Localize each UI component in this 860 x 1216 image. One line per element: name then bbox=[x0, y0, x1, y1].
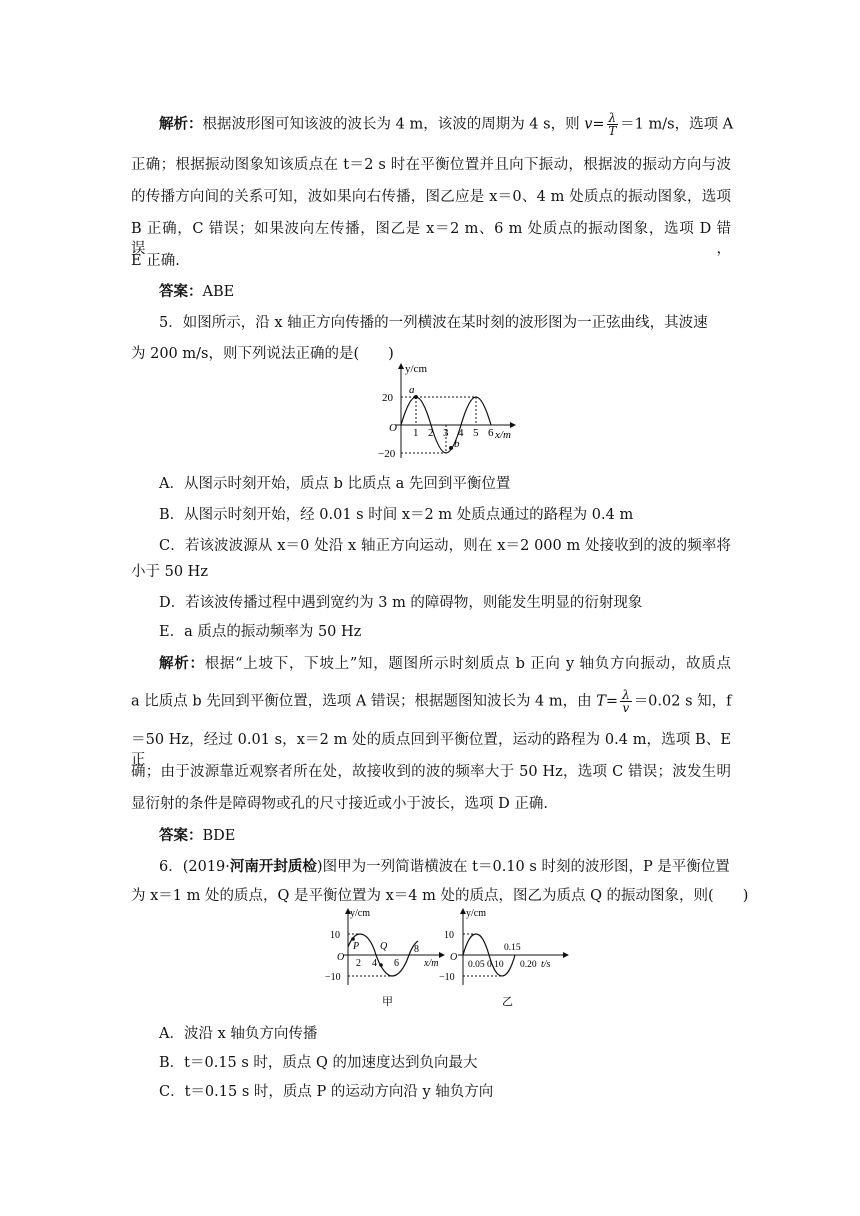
q4-analysis-line-3: 的传播方向间的关系可知，波如果向右传播，图乙应是 x＝0、4 m 处质点的振动图象，选项 bbox=[131, 189, 731, 205]
fraction-lambda-over-v: $\frac{\lambda}{v}$ bbox=[622, 688, 630, 715]
q6-source: 河南开封质检 bbox=[229, 858, 317, 875]
q4-analysis-line-1: 解析：根据波形图可知该波的波长为 4 m，该波的周期为 4 s，则 v= $\frac{\lambda}{T}$ ＝1 m/s，选项 A bbox=[159, 111, 734, 138]
t-tick-020: 0.20 bbox=[520, 960, 537, 970]
x-tick-4: 4 bbox=[372, 958, 377, 969]
y-tick-bottom: −10 bbox=[325, 972, 341, 983]
q4-analysis-line-4: B 正确，C 错误；如果波向左传播，图乙是 x＝2 m、6 m 处质点的振动图象，选项 D 错误， bbox=[131, 221, 731, 257]
x-tick-6: 6 bbox=[394, 958, 399, 969]
q5-answer: 答案：BDE bbox=[159, 827, 236, 844]
caption-yi: 乙 bbox=[502, 996, 513, 1008]
x-axis-label: x/m bbox=[424, 958, 439, 969]
x-tick-4: 4 bbox=[458, 427, 464, 439]
q5-option-b: B．从图示时刻开始，经 0.01 s 时间 x＝2 m 处质点通过的路程为 0.4 m bbox=[159, 507, 634, 523]
q6-option-a: A．波沿 x 轴负方向传播 bbox=[159, 1026, 318, 1042]
q5-wave-figure bbox=[365, 358, 525, 462]
t-tick-005: 0.05 bbox=[468, 960, 485, 970]
q6-option-c: C．t＝0.15 s 时，质点 P 的运动方向沿 y 轴负方向 bbox=[159, 1084, 494, 1100]
q6-stem-line-1: 6．(2019·河南开封质检)图甲为一列简谐横波在 t＝0.10 s 时刻的波形图，P 是平衡位置 bbox=[159, 858, 730, 875]
x-tick-3: 3 bbox=[443, 427, 449, 439]
point-Q-label: Q bbox=[380, 941, 388, 952]
x-tick-2: 2 bbox=[356, 958, 361, 969]
q4-analysis-line-5: E 正确. bbox=[131, 253, 180, 269]
q5-stem-line-2: 为 200 m/s，则下列说法正确的是( ) bbox=[131, 346, 394, 362]
point-b-dot bbox=[449, 446, 453, 450]
point-b-label: b bbox=[454, 438, 460, 450]
point-P-label: P bbox=[353, 941, 360, 952]
y-tick-bottom: −20 bbox=[378, 448, 396, 460]
x-tick-1: 1 bbox=[413, 427, 419, 439]
y-axis-label: y/cm bbox=[350, 908, 370, 919]
analysis-label: 解析： bbox=[159, 115, 203, 133]
q5-analysis-line-1: 解析：根据“上坡下，下坡上”知，题图所示时刻质点 b 正向 y 轴负方向振动，故质点 bbox=[159, 655, 732, 672]
q5-option-c-cont: 小于 50 Hz bbox=[131, 564, 208, 580]
q4-analysis-line-2: 正确；根据振动图象知该质点在 t＝2 s 时在平衡位置并且向下振动，根据波的振动方向与波 bbox=[131, 157, 731, 173]
x-tick-6: 6 bbox=[488, 427, 494, 439]
origin-label: O bbox=[337, 952, 345, 963]
caption-jia: 甲 bbox=[382, 996, 393, 1008]
y-tick-top: 20 bbox=[382, 392, 393, 404]
y-axis-label: y/cm bbox=[405, 363, 427, 375]
y-tick-top: 10 bbox=[444, 930, 454, 941]
q6-figure-jia bbox=[320, 905, 450, 1013]
q5-option-d: D．若该波传播过程中遇到宽约为 3 m 的障碍物，则能发生明显的衍射现象 bbox=[159, 595, 643, 611]
q5-option-a: A．从图示时刻开始，质点 b 比质点 a 先回到平衡位置 bbox=[159, 476, 511, 492]
q5-analysis-line-2: a 比质点 b 先回到平衡位置，选项 A 错误；根据题图知波长为 4 m，由 T= $\frac{\lambda}{v}$ ＝0.02 s 知，f bbox=[131, 688, 732, 715]
origin-label: O bbox=[389, 422, 397, 434]
q4-answer: 答案：ABE bbox=[159, 283, 235, 300]
x-tick-5: 5 bbox=[473, 427, 479, 439]
q5-option-c: C．若该波波源从 x＝0 处沿 x 轴正方向运动，则在 x＝2 000 m 处接收到的波的频率将 bbox=[159, 538, 731, 554]
t-axis-label: t/s bbox=[541, 959, 551, 970]
q6-stem-line-2: 为 x＝1 m 处的质点，Q 是平衡位置为 x＝4 m 处的质点，图乙为质点 Q 的振动图象，则( ) bbox=[131, 888, 749, 904]
q5-analysis-line-5: 显衍射的条件是障碍物或孔的尺寸接近或小于波长，选项 D 正确. bbox=[131, 796, 548, 812]
x-tick-8: 8 bbox=[414, 944, 419, 955]
y-tick-bottom: −10 bbox=[439, 972, 455, 983]
q6-option-b: B．t＝0.15 s 时，质点 Q 的加速度达到负向最大 bbox=[159, 1055, 478, 1071]
q5-analysis-line-3: ＝50 Hz，经过 0.01 s，x＝2 m 处的质点回到平衡位置，运动的路程为 0.4 m，选项 B、E 正 bbox=[131, 732, 731, 768]
q6-figure-yi bbox=[434, 905, 574, 1013]
fraction-lambda-over-T: $\frac{\lambda}{T}$ bbox=[608, 111, 617, 138]
point-a-label: a bbox=[409, 384, 415, 396]
t-tick-015: 0.15 bbox=[504, 943, 521, 953]
t-tick-010: 0.10 bbox=[487, 960, 504, 970]
y-axis-label: y/cm bbox=[466, 908, 486, 919]
x-tick-2: 2 bbox=[428, 427, 434, 439]
point-Q-dot bbox=[379, 963, 383, 967]
q5-option-e: E．a 质点的振动频率为 50 Hz bbox=[159, 624, 362, 640]
point-a-dot bbox=[414, 395, 418, 399]
origin-label: O bbox=[450, 952, 458, 963]
q5-stem-line-1: 5．如图所示，沿 x 轴正方向传播的一列横波在某时刻的波形图为一正弦曲线，其波速 bbox=[159, 315, 708, 331]
q5-analysis-line-4: 确；由于波源靠近观察者所在处，故接收到的波的频率大于 50 Hz，选项 C 错误；波发生明 bbox=[131, 764, 731, 780]
x-axis-label: x/m bbox=[495, 429, 511, 441]
y-tick-top: 10 bbox=[330, 930, 340, 941]
